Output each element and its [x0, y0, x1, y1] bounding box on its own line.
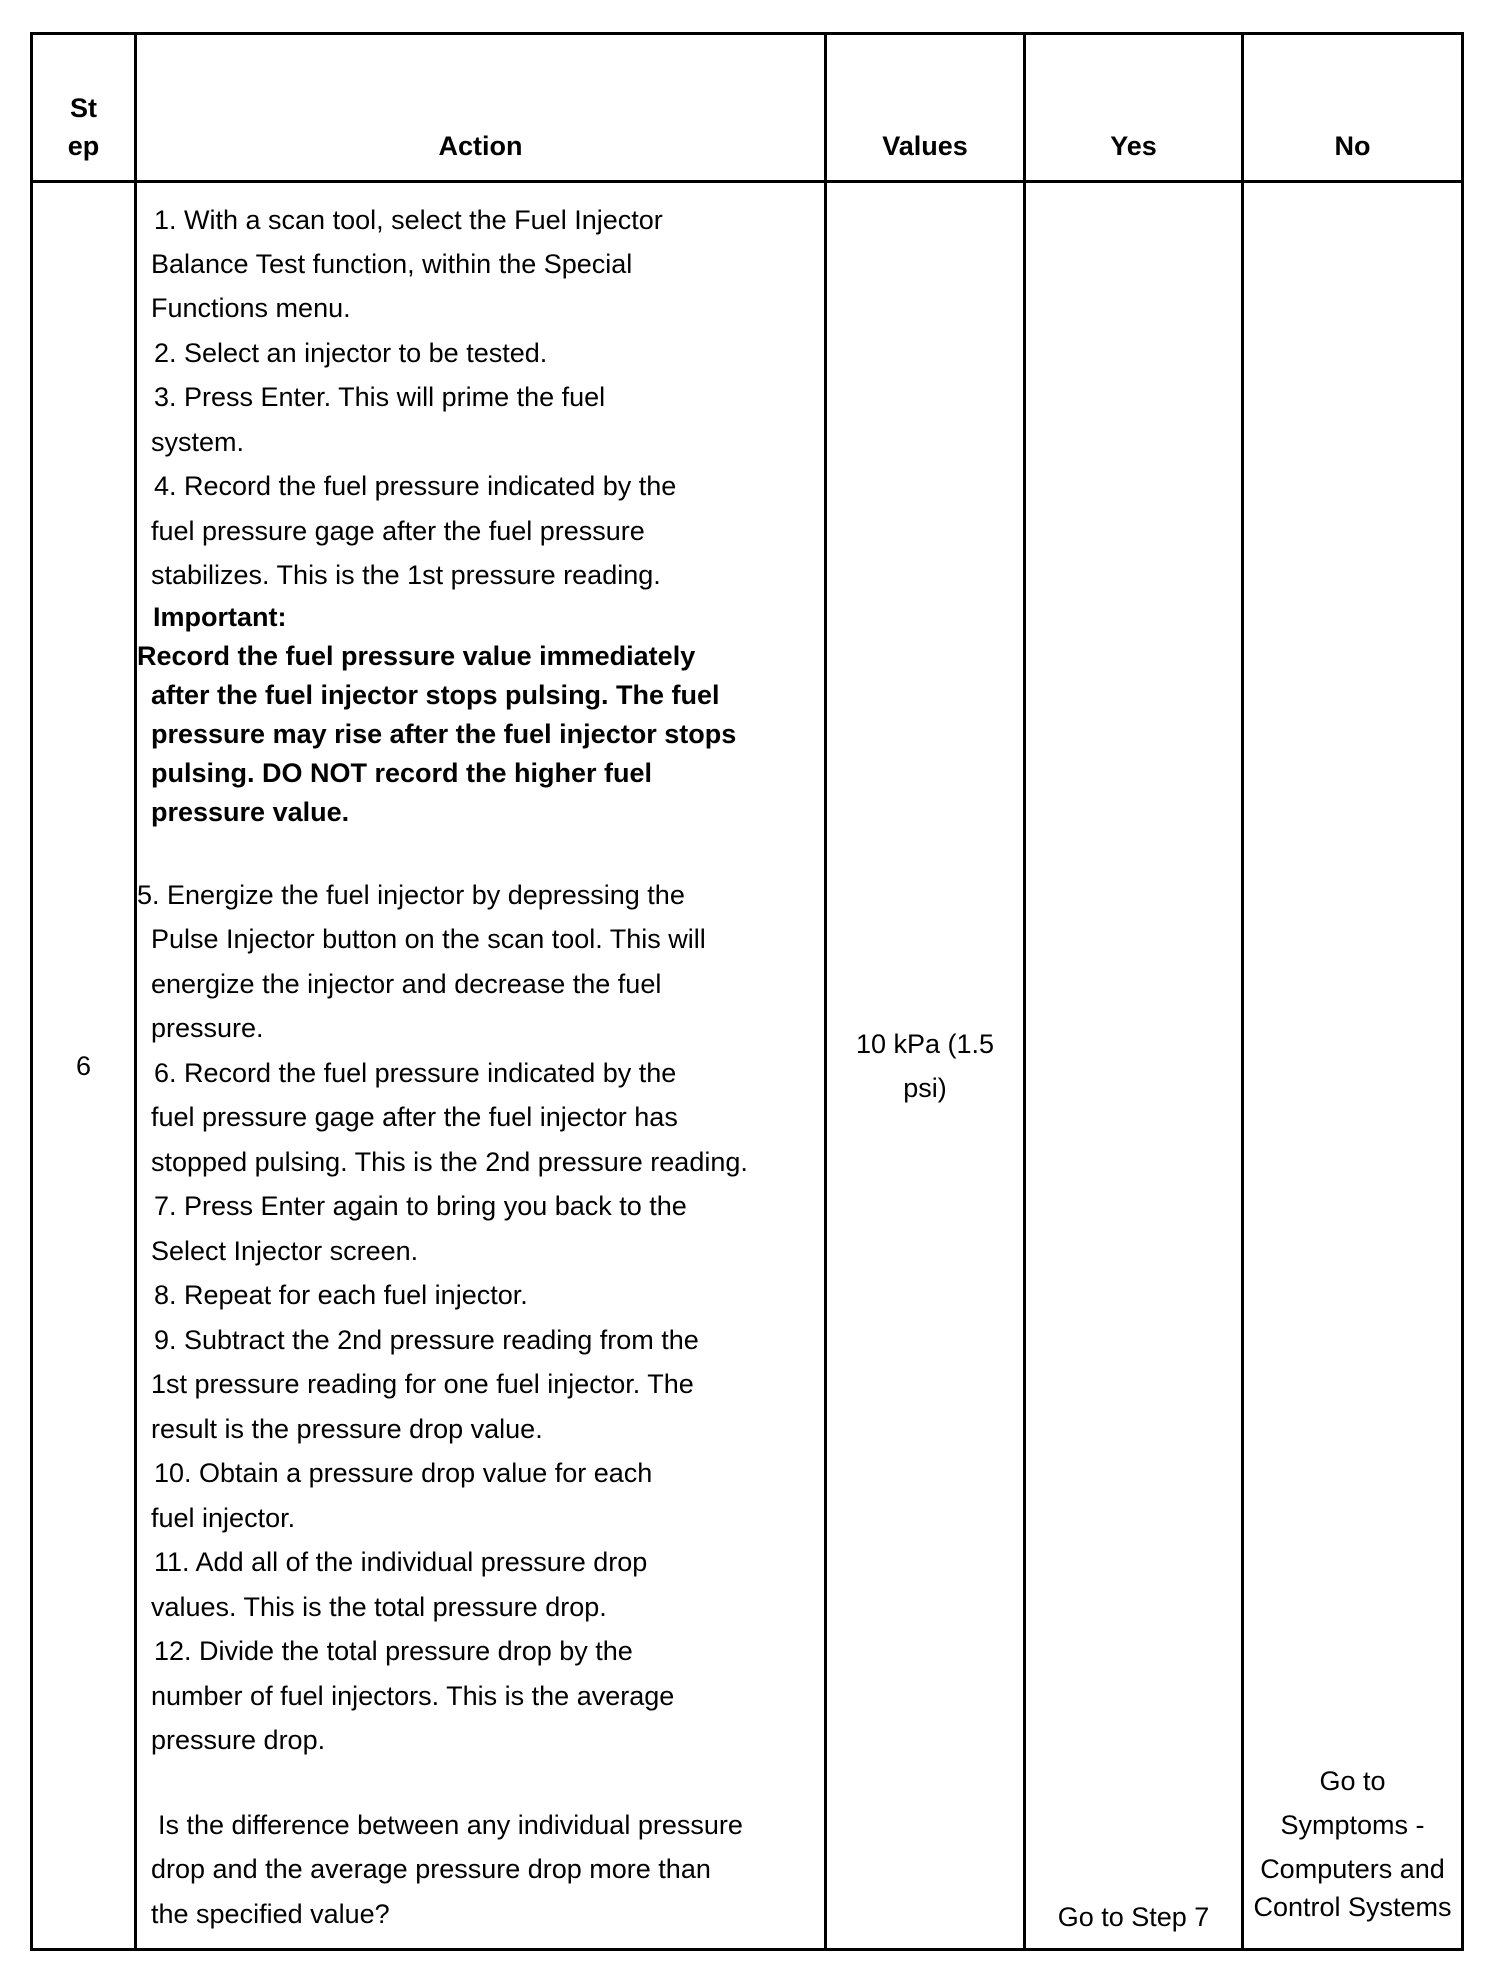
- action-line: 9. Subtract the 2nd pressure reading from the: [154, 1325, 699, 1355]
- action-line: stabilizes. This is the 1st pressure reading.: [151, 560, 661, 590]
- action-line: 5. Energize the fuel injector by depressing the: [137, 880, 685, 910]
- column-divider-yes-no: [1241, 32, 1244, 1951]
- action-line: 8. Repeat for each fuel injector.: [154, 1280, 528, 1310]
- yes-link-go-to-step-7[interactable]: Go to Step 7: [1057, 1902, 1210, 1932]
- action-line: 4. Record the fuel pressure indicated by the: [154, 471, 677, 501]
- action-line: 11. Add all of the individual pressure drop: [154, 1547, 648, 1577]
- column-divider-action-values: [824, 32, 827, 1951]
- important-note-line: pressure value.: [151, 797, 350, 827]
- action-line: stopped pulsing. This is the 2nd pressure reading.: [151, 1147, 748, 1177]
- no-link-line[interactable]: Symptoms -: [1280, 1810, 1425, 1840]
- action-line: 1. With a scan tool, select the Fuel Injector: [154, 205, 663, 235]
- important-note-line: pulsing. DO NOT record the higher fuel: [151, 758, 653, 788]
- action-line: Select Injector screen.: [151, 1236, 419, 1266]
- no-link-line[interactable]: Computers and: [1260, 1854, 1445, 1884]
- important-note-line: Record the fuel pressure value immediately: [137, 641, 696, 671]
- header-yes: Yes: [1110, 131, 1157, 161]
- action-line: result is the pressure drop value.: [151, 1414, 543, 1444]
- action-line: 10. Obtain a pressure drop value for each: [154, 1458, 653, 1488]
- important-label: Important:: [153, 602, 287, 632]
- step-number: 6: [75, 1051, 92, 1081]
- header-divider: [30, 180, 1464, 183]
- action-line: values. This is the total pressure drop.: [151, 1592, 607, 1622]
- action-line: 3. Press Enter. This will prime the fuel: [154, 382, 606, 412]
- question-line: Is the difference between any individual pressure: [158, 1810, 743, 1840]
- header-step-line1: St: [70, 93, 97, 123]
- column-divider-step-action: [134, 32, 137, 1951]
- action-line: Balance Test function, within the Special: [151, 249, 633, 279]
- table-border-bottom: [30, 1948, 1464, 1951]
- action-line: fuel pressure gage after the fuel injector has: [151, 1102, 678, 1132]
- important-note-line: pressure may rise after the fuel injector stops: [151, 719, 737, 749]
- action-line: pressure.: [151, 1013, 264, 1043]
- no-link-line[interactable]: Go to: [1319, 1766, 1386, 1796]
- action-line: energize the injector and decrease the fuel: [151, 969, 662, 999]
- action-line: 2. Select an injector to be tested.: [154, 338, 548, 368]
- header-action: Action: [438, 131, 523, 161]
- no-link-line[interactable]: Control Systems: [1253, 1892, 1452, 1922]
- action-line: Pulse Injector button on the scan tool. This will: [151, 924, 706, 954]
- spec-value-line: 10 kPa (1.5: [855, 1029, 995, 1059]
- question-line: drop and the average pressure drop more than: [151, 1854, 711, 1884]
- table-border-left: [30, 32, 33, 1951]
- column-divider-values-yes: [1023, 32, 1026, 1951]
- header-step-line2: ep: [67, 131, 100, 161]
- table-border-right: [1461, 32, 1464, 1951]
- important-note-line: after the fuel injector stops pulsing. The fuel: [151, 680, 720, 710]
- spec-value-line: psi): [903, 1073, 947, 1103]
- header-values: Values: [882, 131, 968, 161]
- action-line: pressure drop.: [151, 1725, 326, 1755]
- action-line: system.: [151, 427, 245, 457]
- header-no: No: [1334, 131, 1371, 161]
- action-line: fuel pressure gage after the fuel pressure: [151, 516, 645, 546]
- table-border-top: [30, 32, 1464, 35]
- action-line: 7. Press Enter again to bring you back to the: [154, 1191, 687, 1221]
- action-line: fuel injector.: [151, 1503, 296, 1533]
- question-line: the specified value?: [151, 1899, 390, 1929]
- action-line: 6. Record the fuel pressure indicated by the: [154, 1058, 677, 1088]
- action-line: number of fuel injectors. This is the average: [151, 1681, 675, 1711]
- action-line: 12. Divide the total pressure drop by the: [154, 1636, 633, 1666]
- action-line: Functions menu.: [151, 293, 351, 323]
- action-line: 1st pressure reading for one fuel injector. The: [151, 1369, 694, 1399]
